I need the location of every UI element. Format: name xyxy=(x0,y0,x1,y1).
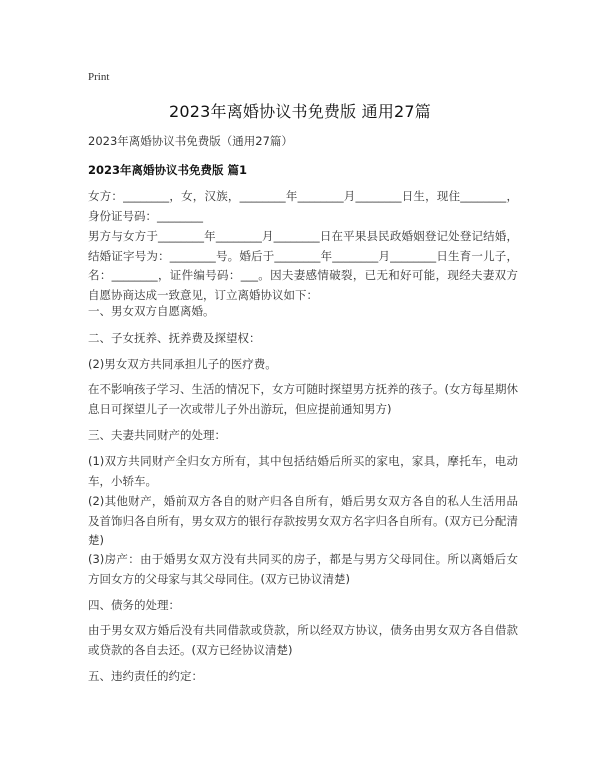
paragraph-clause-4-heading: 四、债务的处理： xyxy=(88,598,180,612)
paragraph-visitation: 在不影响孩子学习、生活的情况下，女方可随时探望男方抚养的孩子。(女方每星期休息日可探望儿子一次或带儿子外出游玩，但应提前通知男方) xyxy=(88,382,518,416)
paragraph-debts: 由于男女双方婚后没有共同借款或贷款，所以经双方协议，债务由男女双方各自借款或贷款的各自去还。(双方已经协议清楚) xyxy=(88,623,518,657)
paragraph-party-female: 女方：________，女，汉族，________年________月________日生，现住________，身份证号码：________ xyxy=(88,189,518,223)
paragraph-property-1: (1)双方共同财产全归女方所有，其中包括结婚后所买的家电，家具，摩托车，电动车，小轿车。 xyxy=(88,454,518,488)
section-heading: 2023年离婚协议书免费版 篇1 xyxy=(88,163,248,177)
paragraph-clause-1: 一、男女双方自愿离婚。 xyxy=(88,304,215,318)
paragraph-clause-5-heading: 五、违约责任的约定： xyxy=(88,669,203,683)
paragraph-property-3: (3)房产：由于婚男女双方没有共同买的房子，都是与男方父母同住。所以离婚后女方回女方的父母家与其父母同住。(双方已协议清楚) xyxy=(88,552,518,586)
document-title: 2023年离婚协议书免费版 通用27篇 xyxy=(169,102,431,121)
print-label: Print xyxy=(88,71,110,83)
paragraph-clause-2-heading: 二、子女抚养、抚养费及探望权： xyxy=(88,331,261,345)
paragraph-clause-3-heading: 三、夫妻共同财产的处理： xyxy=(88,428,226,442)
paragraph-medical-costs: (2)男女双方共同承担儿子的医疗费。 xyxy=(88,357,277,371)
document-subtitle: 2023年离婚协议书免费版（通用27篇） xyxy=(88,134,293,148)
paragraph-marriage-info: 男方与女方于________年________月________日在平果县民政婚姻登记处登记结婚，结婚证字号为：________号。婚后于________年________月________日生育一儿子，名：________，证件编号码：___。因夫妻感情破裂，已无和好可能，现经夫妻双方自愿协商达成一致意见，订立离婚协议如下： xyxy=(88,229,518,302)
paragraph-property-2: (2)其他财产，婚前双方各自的财产归各自所有，婚后男女双方各自的私人生活用品及首饰归各自所有，男女双方的银行存款按男女双方名字归各自所有。(双方已分配清楚) xyxy=(88,494,518,547)
